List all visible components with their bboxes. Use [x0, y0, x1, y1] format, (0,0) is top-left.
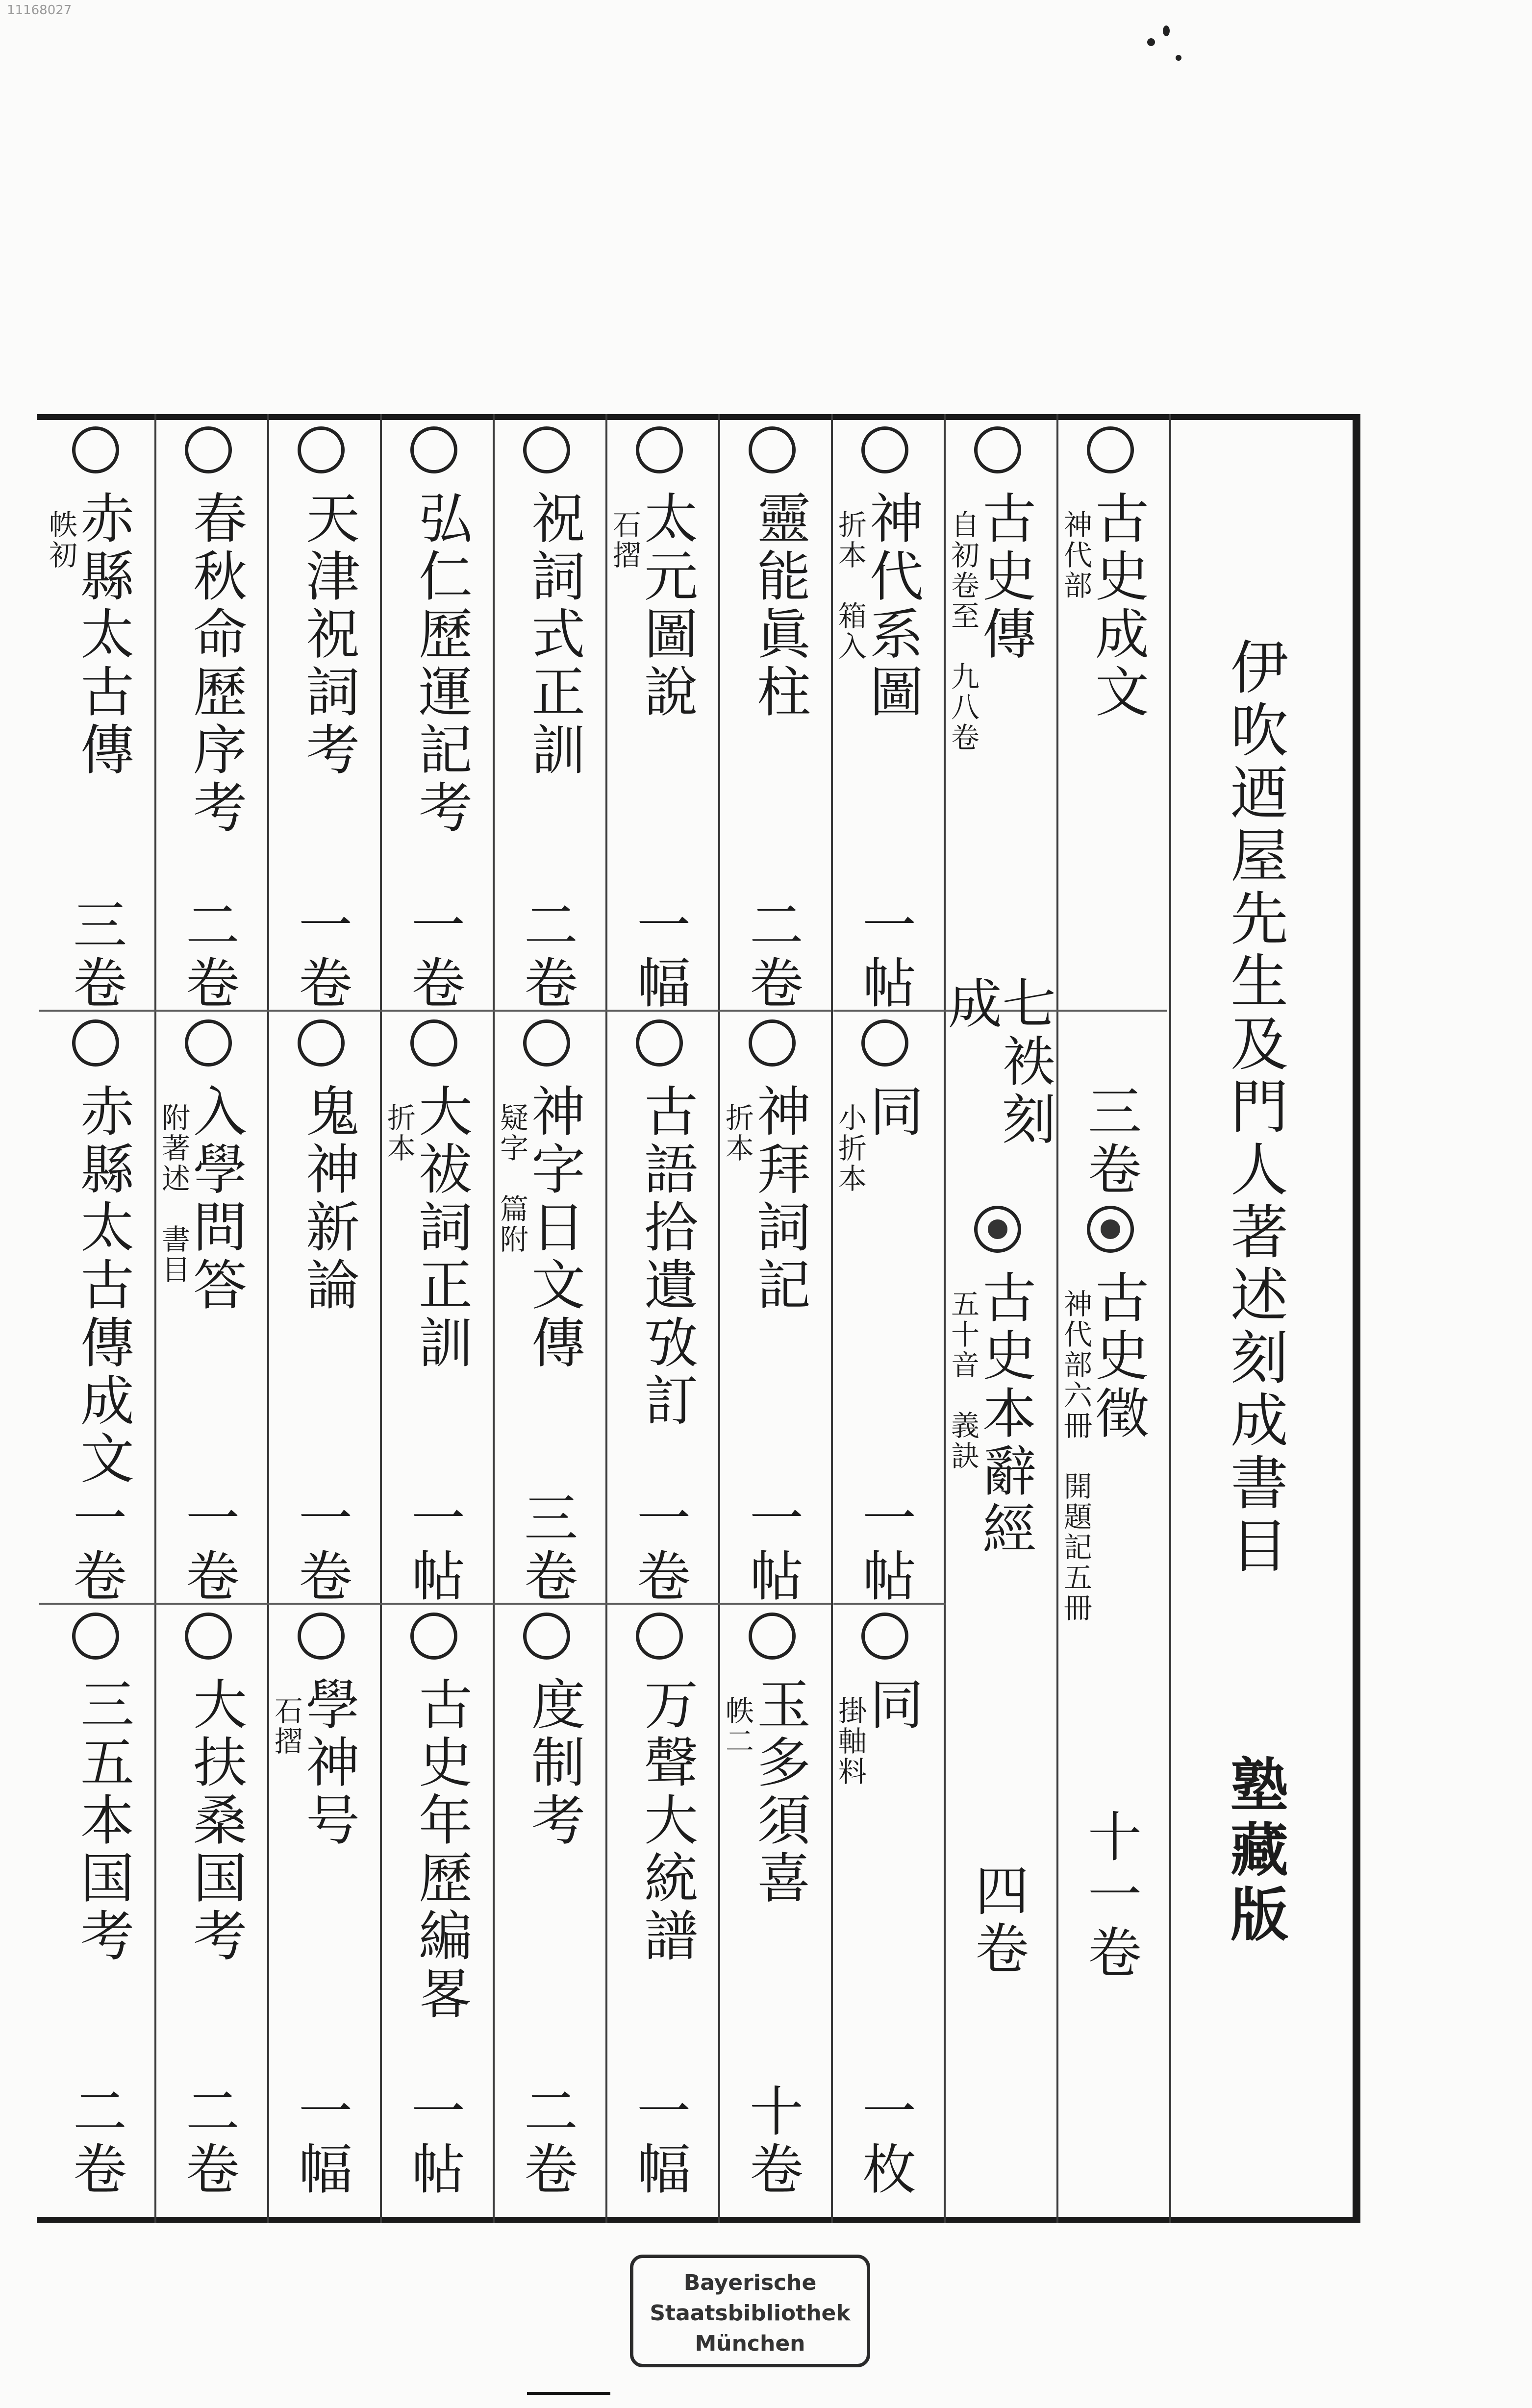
- column-divider: [154, 414, 156, 2223]
- entry-note: 帙初: [44, 510, 77, 571]
- circle-mark-icon: [523, 1613, 570, 1660]
- entry-title: 古史徵: [1086, 1269, 1149, 1443]
- entry-note: 折本: [382, 1103, 416, 1164]
- column-divider: [380, 414, 382, 2223]
- entry-title: 三五本国考: [72, 1676, 134, 1965]
- entry-heading: [507, 1676, 585, 1850]
- circle-mark-icon: [861, 426, 908, 473]
- entry-heading: [721, 1676, 811, 1908]
- entry-heading: [157, 1083, 247, 1315]
- catalog-entry: [610, 1019, 708, 1613]
- entry-volume-count: 一卷: [402, 897, 465, 1013]
- entry-title: 太元圖說: [635, 490, 698, 721]
- entry-note: 帙二: [721, 1696, 754, 1757]
- library-stamp: [630, 2255, 870, 2367]
- entry-note: 神代部六冊 開題記五冊: [1059, 1289, 1092, 1623]
- circle-mark-icon: [1087, 426, 1134, 473]
- catalog-entry: [385, 1613, 483, 2206]
- entry-volume-count: 十卷: [741, 2083, 804, 2199]
- catalog-entry: [833, 426, 934, 1019]
- entry-title: 古史年歷編畧: [410, 1676, 473, 2023]
- column-divider: [944, 414, 946, 2223]
- entry-volume-count: 一帖: [402, 2083, 465, 2199]
- circle-mark-icon: [72, 1613, 119, 1660]
- column-divider: [1056, 414, 1058, 2223]
- entry-heading: [1059, 490, 1149, 721]
- ink-speck: [1147, 38, 1155, 46]
- stamp-line: Bayerische: [683, 2270, 817, 2295]
- entry-note: 疑字 篇附: [495, 1103, 528, 1255]
- catalog-entry: [833, 1019, 934, 1613]
- circle-mark-icon: [298, 1613, 345, 1660]
- entry-title: 入學問答: [184, 1083, 247, 1315]
- circle-mark-icon: [523, 1019, 570, 1067]
- entry-heading: [946, 1269, 1036, 1559]
- catalog-title: 伊吹迺屋先生及門人著述刻成書目: [1221, 637, 1288, 1578]
- circle-mark-icon: [410, 426, 457, 473]
- entry-heading: [495, 1083, 585, 1372]
- circle-mark-icon: [410, 1613, 457, 1660]
- entry-title: 祝詞式正訓: [523, 490, 585, 779]
- entry-volume-count: 一幅: [628, 2083, 691, 2199]
- entry-heading: [833, 1083, 924, 1194]
- entry-heading: [833, 1676, 924, 1787]
- catalog-entry: [833, 1613, 934, 2206]
- catalog-entry: [723, 1613, 821, 2206]
- entry-title: 同: [861, 1676, 924, 1734]
- entry-title: 靈能眞柱: [748, 490, 811, 721]
- circle-mark-icon: [636, 426, 683, 473]
- entry-heading: [721, 1083, 811, 1315]
- entry-title: 弘仁歷運記考: [410, 490, 473, 837]
- entry-title: 古史成文: [1086, 490, 1149, 721]
- entry-title: 古史傳: [974, 490, 1036, 664]
- entry-volume-count: 一卷: [64, 1490, 127, 1606]
- catalog-entry: [723, 1019, 821, 1613]
- entry-volume-count: 一幅: [290, 2083, 352, 2199]
- circle-mark-icon: [410, 1019, 457, 1067]
- column-divider: [267, 414, 269, 2223]
- bottom-rule: [527, 2392, 610, 2395]
- entry-heading: [946, 490, 1036, 753]
- entry-title: 鬼神新論: [297, 1083, 360, 1315]
- entry-volume-count: 三卷: [64, 897, 127, 1013]
- entry-volume-count: 一卷: [290, 1490, 352, 1606]
- entry-volume-count: 一卷: [628, 1490, 691, 1606]
- column-divider: [1169, 414, 1171, 2223]
- catalog-entry: [44, 426, 145, 1019]
- entry-title: 万聲大統譜: [635, 1676, 698, 1965]
- catalog-entry: [272, 1613, 370, 2206]
- publisher-tag: 塾藏版: [1221, 1755, 1289, 1949]
- entry-volume-count: 三卷: [515, 1490, 578, 1606]
- circle-mark-icon: [974, 1206, 1021, 1253]
- entry-volume-count: 二卷: [177, 897, 240, 1013]
- circle-mark-icon: [185, 1613, 232, 1660]
- entry-volume-count: 一卷: [177, 1490, 240, 1606]
- entry-volume-count: 四卷: [966, 1862, 1029, 1978]
- entry-heading: [395, 1676, 473, 2023]
- entry-volume-count: 一帖: [741, 1490, 804, 1606]
- circle-mark-icon: [185, 426, 232, 473]
- column-divider: [493, 414, 495, 2223]
- entry-heading: [169, 490, 247, 837]
- circle-mark-icon: [185, 1019, 232, 1067]
- catalog-entry: [159, 1019, 257, 1613]
- stamp-line: München: [695, 2331, 805, 2356]
- catalog-entry: [159, 1613, 257, 2206]
- catalog-entry: [946, 1206, 1047, 1985]
- catalog-entry: [1061, 426, 1159, 1206]
- catalog-entry: [272, 426, 370, 1019]
- circle-mark-icon: [636, 1019, 683, 1067]
- circle-mark-icon: [298, 1019, 345, 1067]
- entry-volume-count: 一帖: [854, 897, 916, 1013]
- circle-mark-icon: [72, 1019, 119, 1067]
- circle-mark-icon: [749, 1019, 796, 1067]
- ink-speck: [1176, 55, 1181, 61]
- entry-title: 同: [861, 1083, 924, 1141]
- entry-heading: [382, 1083, 473, 1372]
- catalog-entry: [939, 426, 1056, 1206]
- entry-note: 折本: [721, 1103, 754, 1164]
- entry-heading: [507, 490, 585, 779]
- entry-volume-count: 一枚: [854, 2083, 916, 2199]
- circle-mark-icon: [523, 426, 570, 473]
- entry-title: 天津祝詞考: [297, 490, 360, 779]
- entry-volume-count: 十一卷: [1079, 1809, 1142, 1982]
- column-divider: [605, 414, 607, 2223]
- entry-volume-count: 二卷: [177, 2083, 240, 2199]
- circle-mark-icon: [861, 1019, 908, 1067]
- catalog-entry: [159, 426, 257, 1019]
- entry-heading: [44, 490, 134, 779]
- entry-volume-count: 二卷: [741, 897, 804, 1013]
- catalog-entry: [610, 426, 708, 1019]
- entry-title: 古語拾遺攷訂: [635, 1083, 698, 1430]
- catalog-entry: [610, 1613, 708, 2206]
- entry-heading: [56, 1083, 134, 1488]
- entry-heading: [620, 1083, 698, 1430]
- entry-title: 神代系圖: [861, 490, 924, 721]
- entry-note: 石摺: [608, 510, 641, 571]
- entry-note: 神代部: [1059, 510, 1092, 601]
- entry-volume-count: 二卷: [515, 2083, 578, 2199]
- entry-volume-count: 一卷: [290, 897, 352, 1013]
- catalog-entry: [47, 1019, 145, 1613]
- entry-title: 赤縣太古傳成文: [72, 1083, 134, 1488]
- entry-title: 神字日文傳: [523, 1083, 585, 1372]
- circle-mark-icon: [636, 1613, 683, 1660]
- entry-title: 大扶桑国考: [184, 1676, 247, 1965]
- entry-heading: [169, 1676, 247, 1965]
- entry-heading: [833, 490, 924, 721]
- circle-mark-icon: [749, 426, 796, 473]
- entry-heading: [270, 1676, 360, 1850]
- ink-speck: [1163, 25, 1170, 36]
- entry-volume-count: 一帖: [854, 1490, 916, 1606]
- catalog-entry: [272, 1019, 370, 1613]
- entry-title: 學神号: [297, 1676, 360, 1850]
- catalog-entry: [47, 1613, 145, 2206]
- catalog-entry: [385, 426, 483, 1019]
- catalog-entry: [1061, 1206, 1159, 1985]
- entry-title: 玉多須喜: [748, 1676, 811, 1908]
- entry-heading: [56, 1676, 134, 1965]
- entry-heading: [620, 1676, 698, 1965]
- entry-note: 掛軸料: [833, 1696, 867, 1787]
- stamp-line: Staatsbibliothek: [650, 2301, 851, 2326]
- entry-note: 石摺: [270, 1696, 303, 1757]
- entry-note: 小折本: [833, 1103, 867, 1194]
- entry-note: 折本 箱入: [833, 510, 867, 662]
- entry-heading: [733, 490, 811, 721]
- catalog-id: 11168027: [7, 3, 72, 18]
- circle-mark-icon: [298, 426, 345, 473]
- catalog-entry: [498, 1613, 596, 2206]
- circle-mark-icon: [974, 426, 1021, 473]
- entry-title: 神拜詞記: [748, 1083, 811, 1315]
- column-divider: [718, 414, 720, 2223]
- entry-note: 五十音 義訣: [946, 1289, 979, 1471]
- entry-note: 自初卷至 九八卷: [946, 510, 979, 753]
- entry-volume-count: 二卷: [64, 2083, 127, 2199]
- catalog-entry: [382, 1019, 483, 1613]
- entry-heading: [608, 490, 698, 721]
- entry-volume-count: 七袟刻成: [939, 975, 1056, 1149]
- circle-mark-icon: [1087, 1206, 1134, 1253]
- entry-volume-count: 二卷: [515, 897, 578, 1013]
- entry-title: 赤縣太古傳: [72, 490, 134, 779]
- entry-title: 古史本辭經: [974, 1269, 1036, 1559]
- entry-title: 春秋命歷序考: [184, 490, 247, 837]
- catalog-entry: [495, 1019, 596, 1613]
- entry-title: 大祓詞正訓: [410, 1083, 473, 1372]
- circle-mark-icon: [749, 1613, 796, 1660]
- entry-heading: [282, 1083, 360, 1315]
- entry-title: 度制考: [523, 1676, 585, 1850]
- entry-volume-count: 一幅: [628, 897, 691, 1013]
- column-divider: [831, 414, 833, 2223]
- catalog-entry: [723, 426, 821, 1019]
- entry-volume-count: 三卷: [1079, 1083, 1142, 1199]
- entry-heading: [395, 490, 473, 837]
- entry-heading: [282, 490, 360, 779]
- catalog-entry: [498, 426, 596, 1019]
- entry-note: 附著述 書目: [157, 1103, 190, 1285]
- entry-volume-count: 一帖: [402, 1490, 465, 1606]
- circle-mark-icon: [861, 1613, 908, 1660]
- entry-heading: [1059, 1269, 1149, 1623]
- circle-mark-icon: [72, 426, 119, 473]
